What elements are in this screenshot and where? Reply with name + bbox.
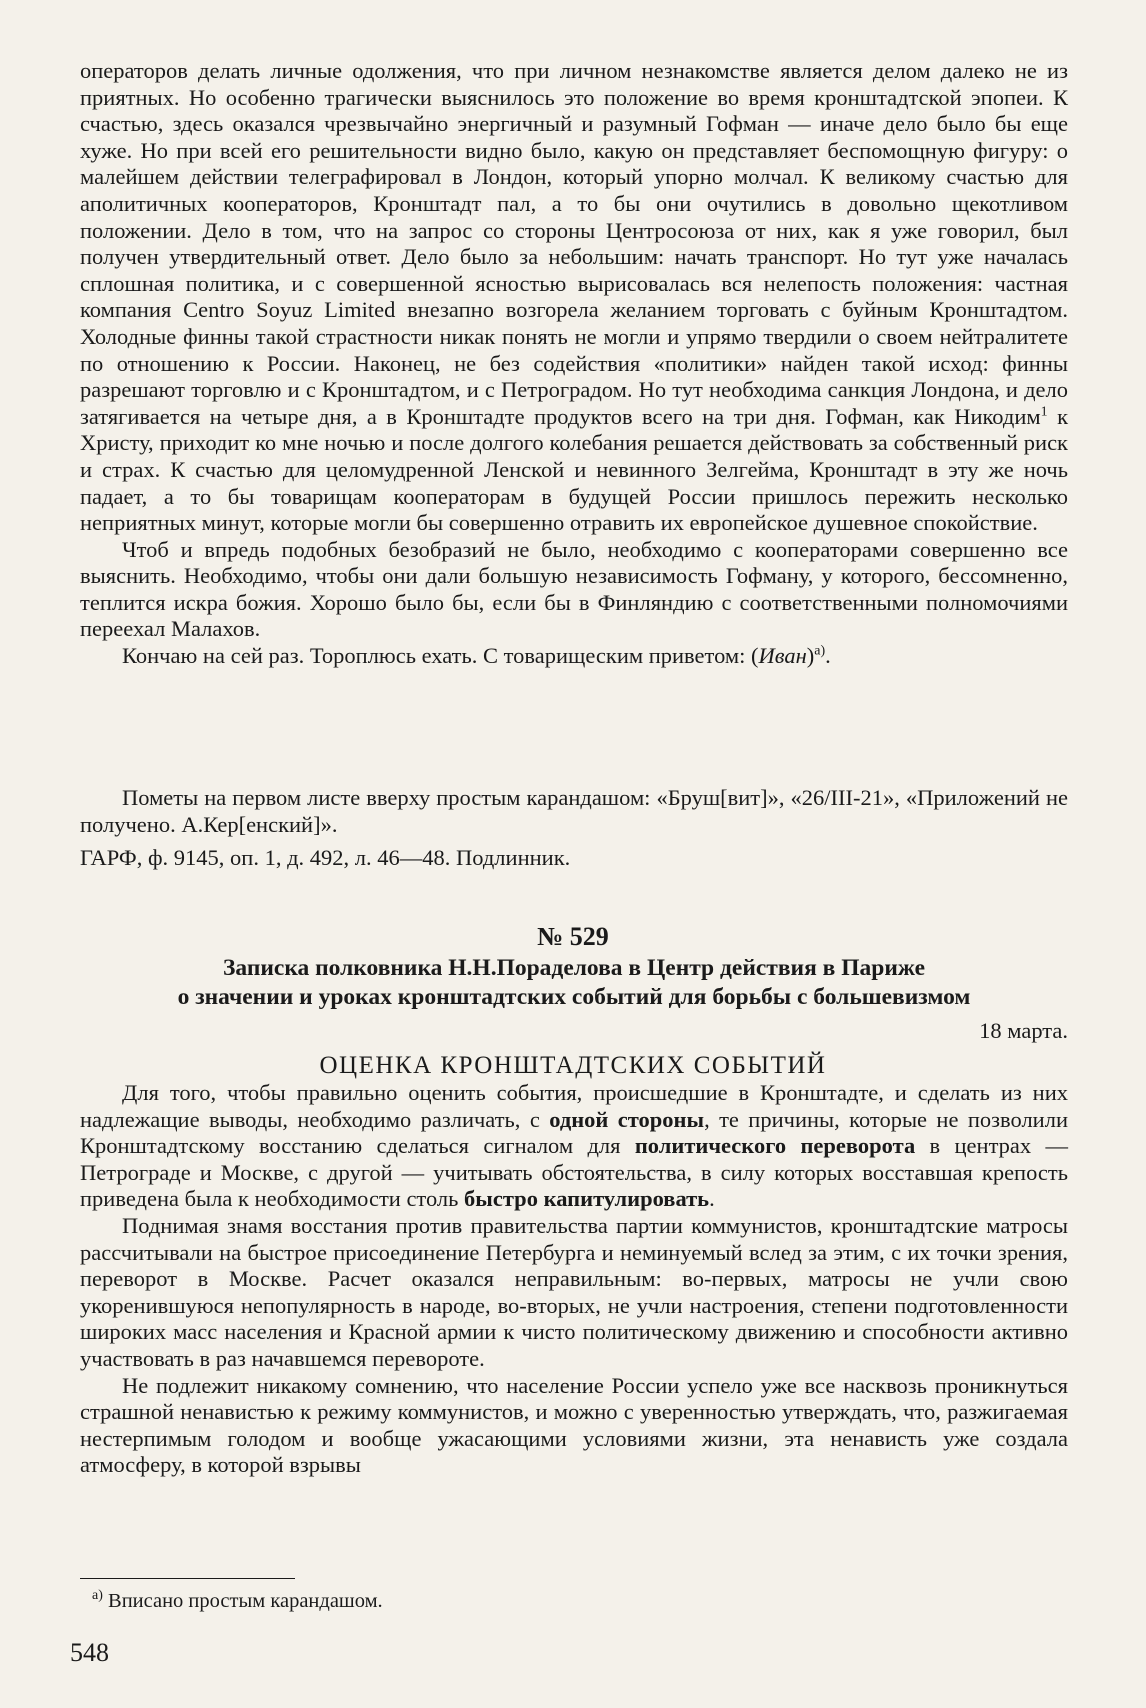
footnote-divider	[80, 1578, 295, 1579]
paragraph: Поднимая знамя восстания против правительства партии коммунистов, кронштадтские матросы рассчитывали на быстрое присоединение Петербурга и неминуемый вслед за этим, с их точки зрения, переворот в Москве. Расчет оказался неправильным: во-первых, матросы не учли свою укоренившуюся непопулярность в народе, во-вторых, не учли настроения, степени подготовленности широких масс населения и Красной армии к чисто политическому движению и способности активно участвовать в раз начавшемся перевороте.	[80, 1212, 1068, 1371]
paragraph	[80, 58, 1068, 537]
paragraph-text: , те причины, которые не позволили Кронштадтскому восстанию сделаться сигналом для	[80, 1106, 1068, 1159]
document-body	[80, 1080, 1068, 1479]
document-title-line: о значении и уроках кронштадтских событий для борьбы с большевизмом	[177, 983, 971, 1010]
marks-note: Пометы на первом листе вверху простым карандашом: «Бруш[вит]», «26/III-21», «Приложений не получено. А.Кер[енский]».	[80, 785, 1068, 837]
closing-paragraph	[80, 643, 1068, 670]
paragraph: Чтоб и впредь подобных безобразий не было, необходимо с кооператорами совершенно все выяснить. Необходимо, чтобы они дали большую независимость Гофману, у которого, бессомненно, теплится искра божия. Хорошо было бы, если бы в Финляндию с соответственными полномочиями переехал Малахов.	[80, 536, 1068, 642]
paragraph-text: Для того, чтобы правильно оценить события, происшедшие в Кронштадте, и сделать из них надлежащие выводы, необходимо различать, с	[80, 1080, 1068, 1132]
archive-ref-text: ГАРФ, ф. 9145, оп. 1, д. 492, л. 46—48. Подлинник.	[80, 845, 571, 870]
section-heading: ОЦЕНКА КРОНШТАДТСКИХ СОБЫТИЙ	[319, 1052, 827, 1079]
emphasis-text: одной стороны	[549, 1106, 705, 1132]
closing-text: Кончаю на сей раз. Тороплюсь ехать. С товарищеским приветом: (	[122, 643, 759, 669]
paragraph-text: .	[709, 1186, 715, 1212]
footnote-ref: 1	[1040, 404, 1048, 420]
document-date: 18 марта.	[979, 1018, 1068, 1043]
letter-continuation	[80, 58, 1068, 670]
emphasis-text: политического переворота	[634, 1133, 916, 1159]
footnote	[92, 1589, 383, 1613]
document-title-line: Записка полковника Н.Н.Пораделова в Центр действия в Париже	[222, 955, 926, 981]
closing-period: .	[825, 643, 831, 669]
emphasis-text: быстро капитулировать	[464, 1186, 710, 1212]
paragraph-text: операторов делать личные одолжения, что при личном незнакомстве является делом далеко не из приятных. Но особенно трагически выяснилось это положение во время кронштадтской эпопеи. К счастью, здесь оказался чрезвычайно энергичный и разумный Гофман — иначе дело было бы еще хуже. Но при всей его решительности видно было, какую он представляет беспомощную фигуру: о малейшем действии телеграфировал в Лондон, который упорно молчал. К великому счастью для аполитичных кооператоров, Кронштадт пал, а то бы они очутились в довольно щекотливом положении. Дело в том, что на запрос со стороны Центросоюза от них, как я уже говорил, был получен утвердительный ответ. Дело было за небольшим: начать транспорт. Но тут уже началась сплошная политика, и с совершенной ясностью вырисовалась вся нелепость положения: частная компания Centro Soyuz Limited внезапно возгорела желанием торговать с буйным Кронштадтом. Холодные финны такой страстности никак понять не могли и упрямо твердили о своем нейтралитете по отношению к России. Наконец, не без содействия «политики» найден такой исход: финны разрешают торговлю и с Кронштадтом, и с Петроградом. Но тут необходима санкция Лондона, и дело затягивается на четыре дня, а в Кронштадте продуктов всего на три дня. Гофман, как Никодим	[80, 58, 1068, 429]
footnote-text: Вписано простым карандашом.	[102, 1590, 383, 1612]
paragraph-text: к Христу, приходит ко мне ночью и после долгого колебания решается действовать за собственный риск и страх. К счастью для целомудренной Ленской и невинного Зелгейма, Кронштадт в эту же ночь падает, а то бы товарищам кооператорам в будущей России пришлось пережить несколько неприятных минут, которые могли бы совершенно отравить их европейское душевное спокойствие.	[80, 403, 1068, 536]
page-number: 548	[70, 1638, 109, 1667]
paragraph: Не подлежит никакому сомнению, что население России успело уже все насквозь проникнуться страшной ненавистью к режиму коммунистов, и можно с уверенностью утверждать, что, разжигаемая нестерпимым голодом и вообще ужасающими условиями жизни, эта ненависть уже создала атмосферу, в которой взрывы	[80, 1372, 1068, 1478]
footnote-ref: а)	[814, 643, 826, 659]
archive-reference	[80, 845, 1068, 872]
signature-name: Иван	[758, 643, 807, 669]
document-number: № 529	[537, 922, 609, 951]
paragraph	[80, 1080, 1068, 1213]
closing-bracket: )	[806, 643, 815, 669]
document-title	[80, 954, 1068, 1011]
footnote-mark: а)	[92, 1588, 103, 1604]
archival-marks	[80, 785, 1068, 838]
paragraph-text: в центрах — Петрограде и Москве, с другой — учитывать обстоятельства, в силу которых восставшая крепость приведена была к необходимости столь	[80, 1133, 1069, 1212]
